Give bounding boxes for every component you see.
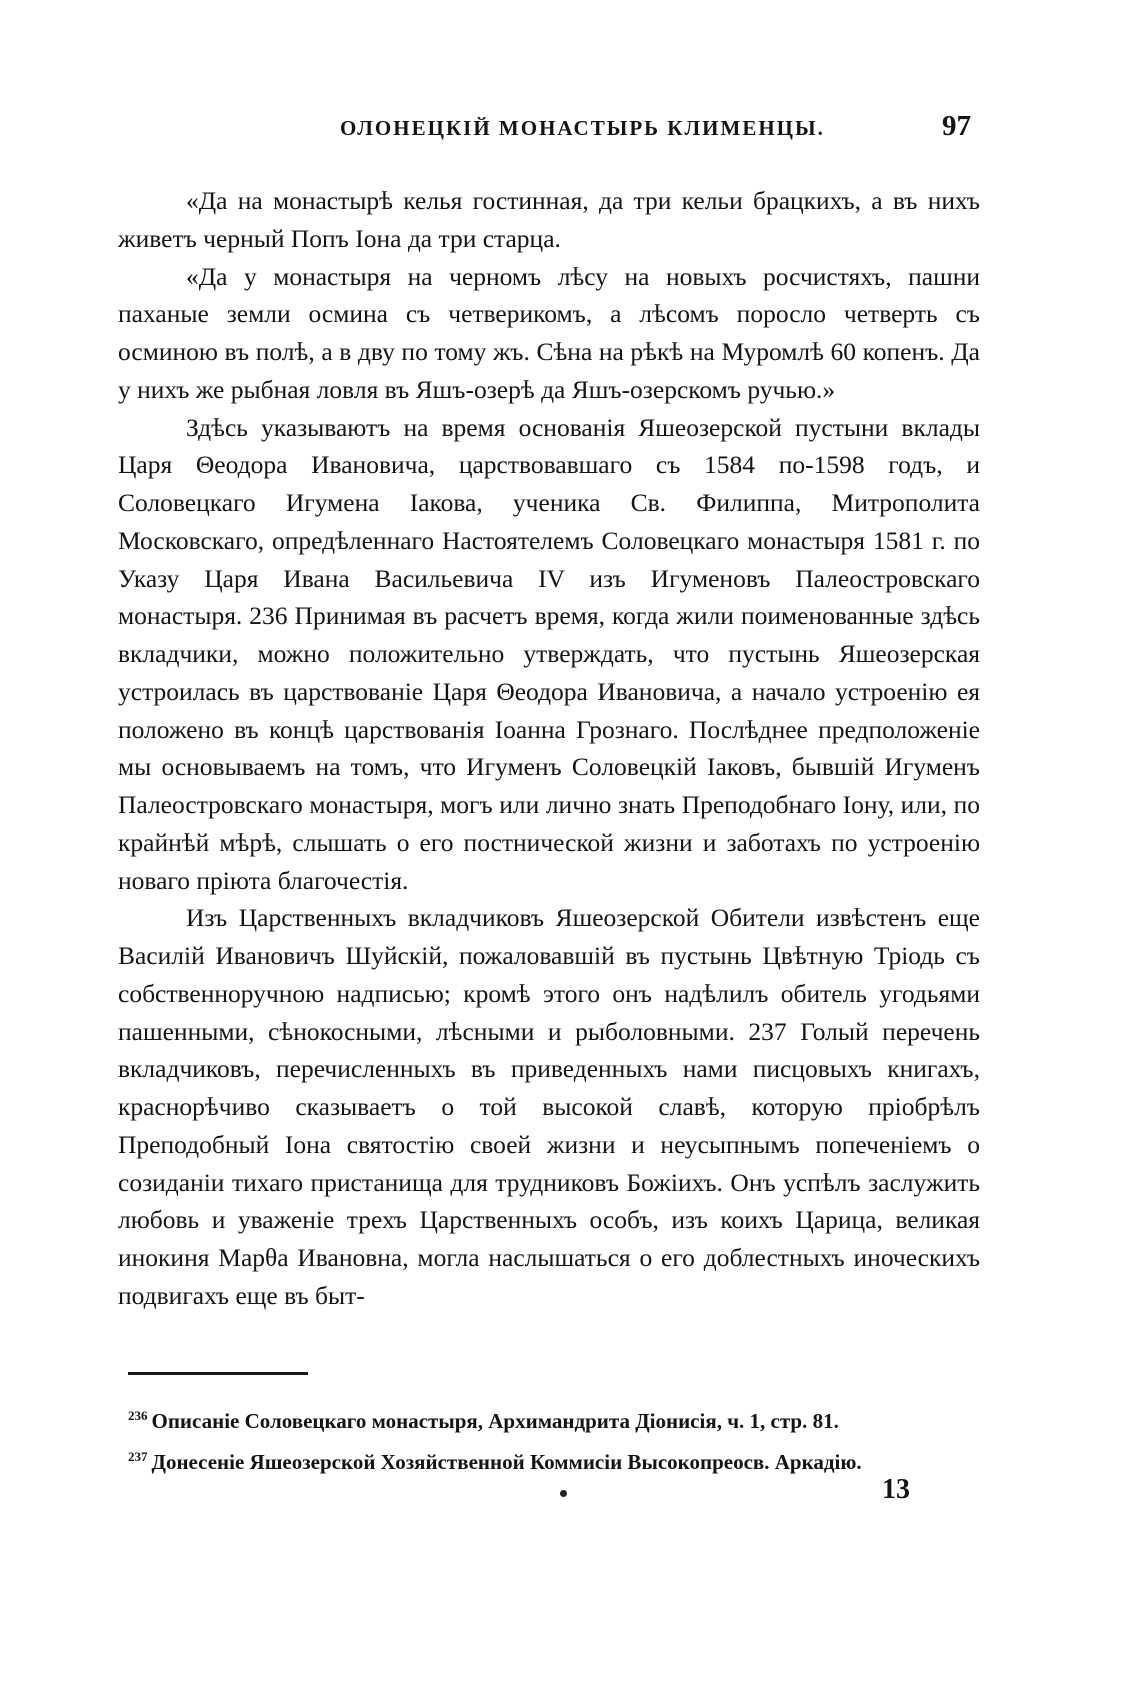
footnote-text: Описаніе Соловецкаго монастыря, Архимандрита Діонисія, ч. 1, стр. 81. xyxy=(151,1409,839,1433)
footnote-237 xyxy=(128,1439,998,1480)
footnote-mark: 236 xyxy=(128,1408,148,1423)
body-text xyxy=(118,182,980,1315)
footnotes xyxy=(128,1398,998,1480)
page-header xyxy=(0,106,1140,146)
paragraph-2: «Да у монастыря на черномъ лѣсу на новыхъ росчистяхъ, пашни паханые земли осмина съ четверикомъ, а лѣсомъ поросло четверть съ осминою въ полѣ, а в дву по тому жъ. Сѣна на рѣкѣ на Муромлѣ 60 копенъ. Да у нихъ же рыбная ловля въ Яшъ-озерѣ да Яшъ-озерскомъ ручью.» xyxy=(118,261,980,404)
footnote-divider xyxy=(128,1372,308,1375)
footnote-text: Донесеніе Яшеозерской Хозяйственной Коммисіи Высокопреосв. Аркадію. xyxy=(151,1450,862,1474)
footnote-mark: 237 xyxy=(128,1449,148,1464)
paragraph-1: «Да на монастырѣ келья гостинная, да три кельи брацкихъ, а въ нихъ живетъ черный Попъ Іона да три старца. xyxy=(118,186,980,253)
page-number: 97 xyxy=(942,110,971,142)
printing-speck xyxy=(560,1490,567,1497)
running-title: ОЛОНЕЦКІЙ МОНАСТЫРЬ КЛИМЕНЦЫ. xyxy=(340,116,825,140)
paragraph-3: Здѣсь указываютъ на время основанія Яшеозерской пустыни вклады Царя Θеодора Ивановича, царствовавшаго съ 1584 по-1598 годъ, и Соловецкаго Игумена Іакова, ученика Св. Филиппа, Митрополита Московскаго, опредѣленнаго Настоятелемъ Соловецкаго монастыря 1581 г. по Указу Царя Ивана Васильевича IV изъ Игуменовъ Палеостровскаго монастыря. 236 Принимая въ расчетъ время, когда жили поименованные здѣсь вкладчики, можно положительно утверждать, что пустынь Яшеозерская устроилась въ царствованіе Царя Θеодора Ивановича, а начало устроенію ея положено въ концѣ царствованія Іоанна Грознаго. Послѣднее предположеніе мы основываемъ на томъ, что Игуменъ Соловецкій Іаковъ, бывшій Игуменъ Палеостровскаго монастыря, могъ или лично знать Преподобнаго Іону, или, по крайнѣй мѣрѣ, слышать о его постнической жизни и заботахъ по устроенію новаго пріюта благочестія. xyxy=(118,412,980,895)
paragraph-4: Изъ Царственныхъ вкладчиковъ Яшеозерской Обители извѣстенъ еще Василій Ивановичъ Шуйскій, пожаловавшій въ пустынь Цвѣтную Тріодь съ собственноручною надписью; кромѣ этого онъ надѣлилъ обитель угодьями пашенными, сѣнокосными, лѣсными и рыболовными. 237 Голый перечень вкладчиковъ, перечисленныхъ въ приведенныхъ нами писцовыхъ книгахъ, краснорѣчиво сказываетъ о той высокой славѣ, которую пріобрѣлъ Преподобный Іона святостію своей жизни и неусыпнымъ попеченіемъ о созиданіи тихаго пристанища для трудниковъ Божіихъ. Онъ успѣлъ заслужить любовь и уваженіе трехъ Царственныхъ особъ, изъ коихъ Царица, великая инокиня Марθа Ивановна, могла наслышаться о его доблестныхъ иноческихъ подвигахъ еще въ быт- xyxy=(118,903,980,1310)
signature-mark: 13 xyxy=(882,1474,910,1505)
footnote-236 xyxy=(128,1398,998,1439)
